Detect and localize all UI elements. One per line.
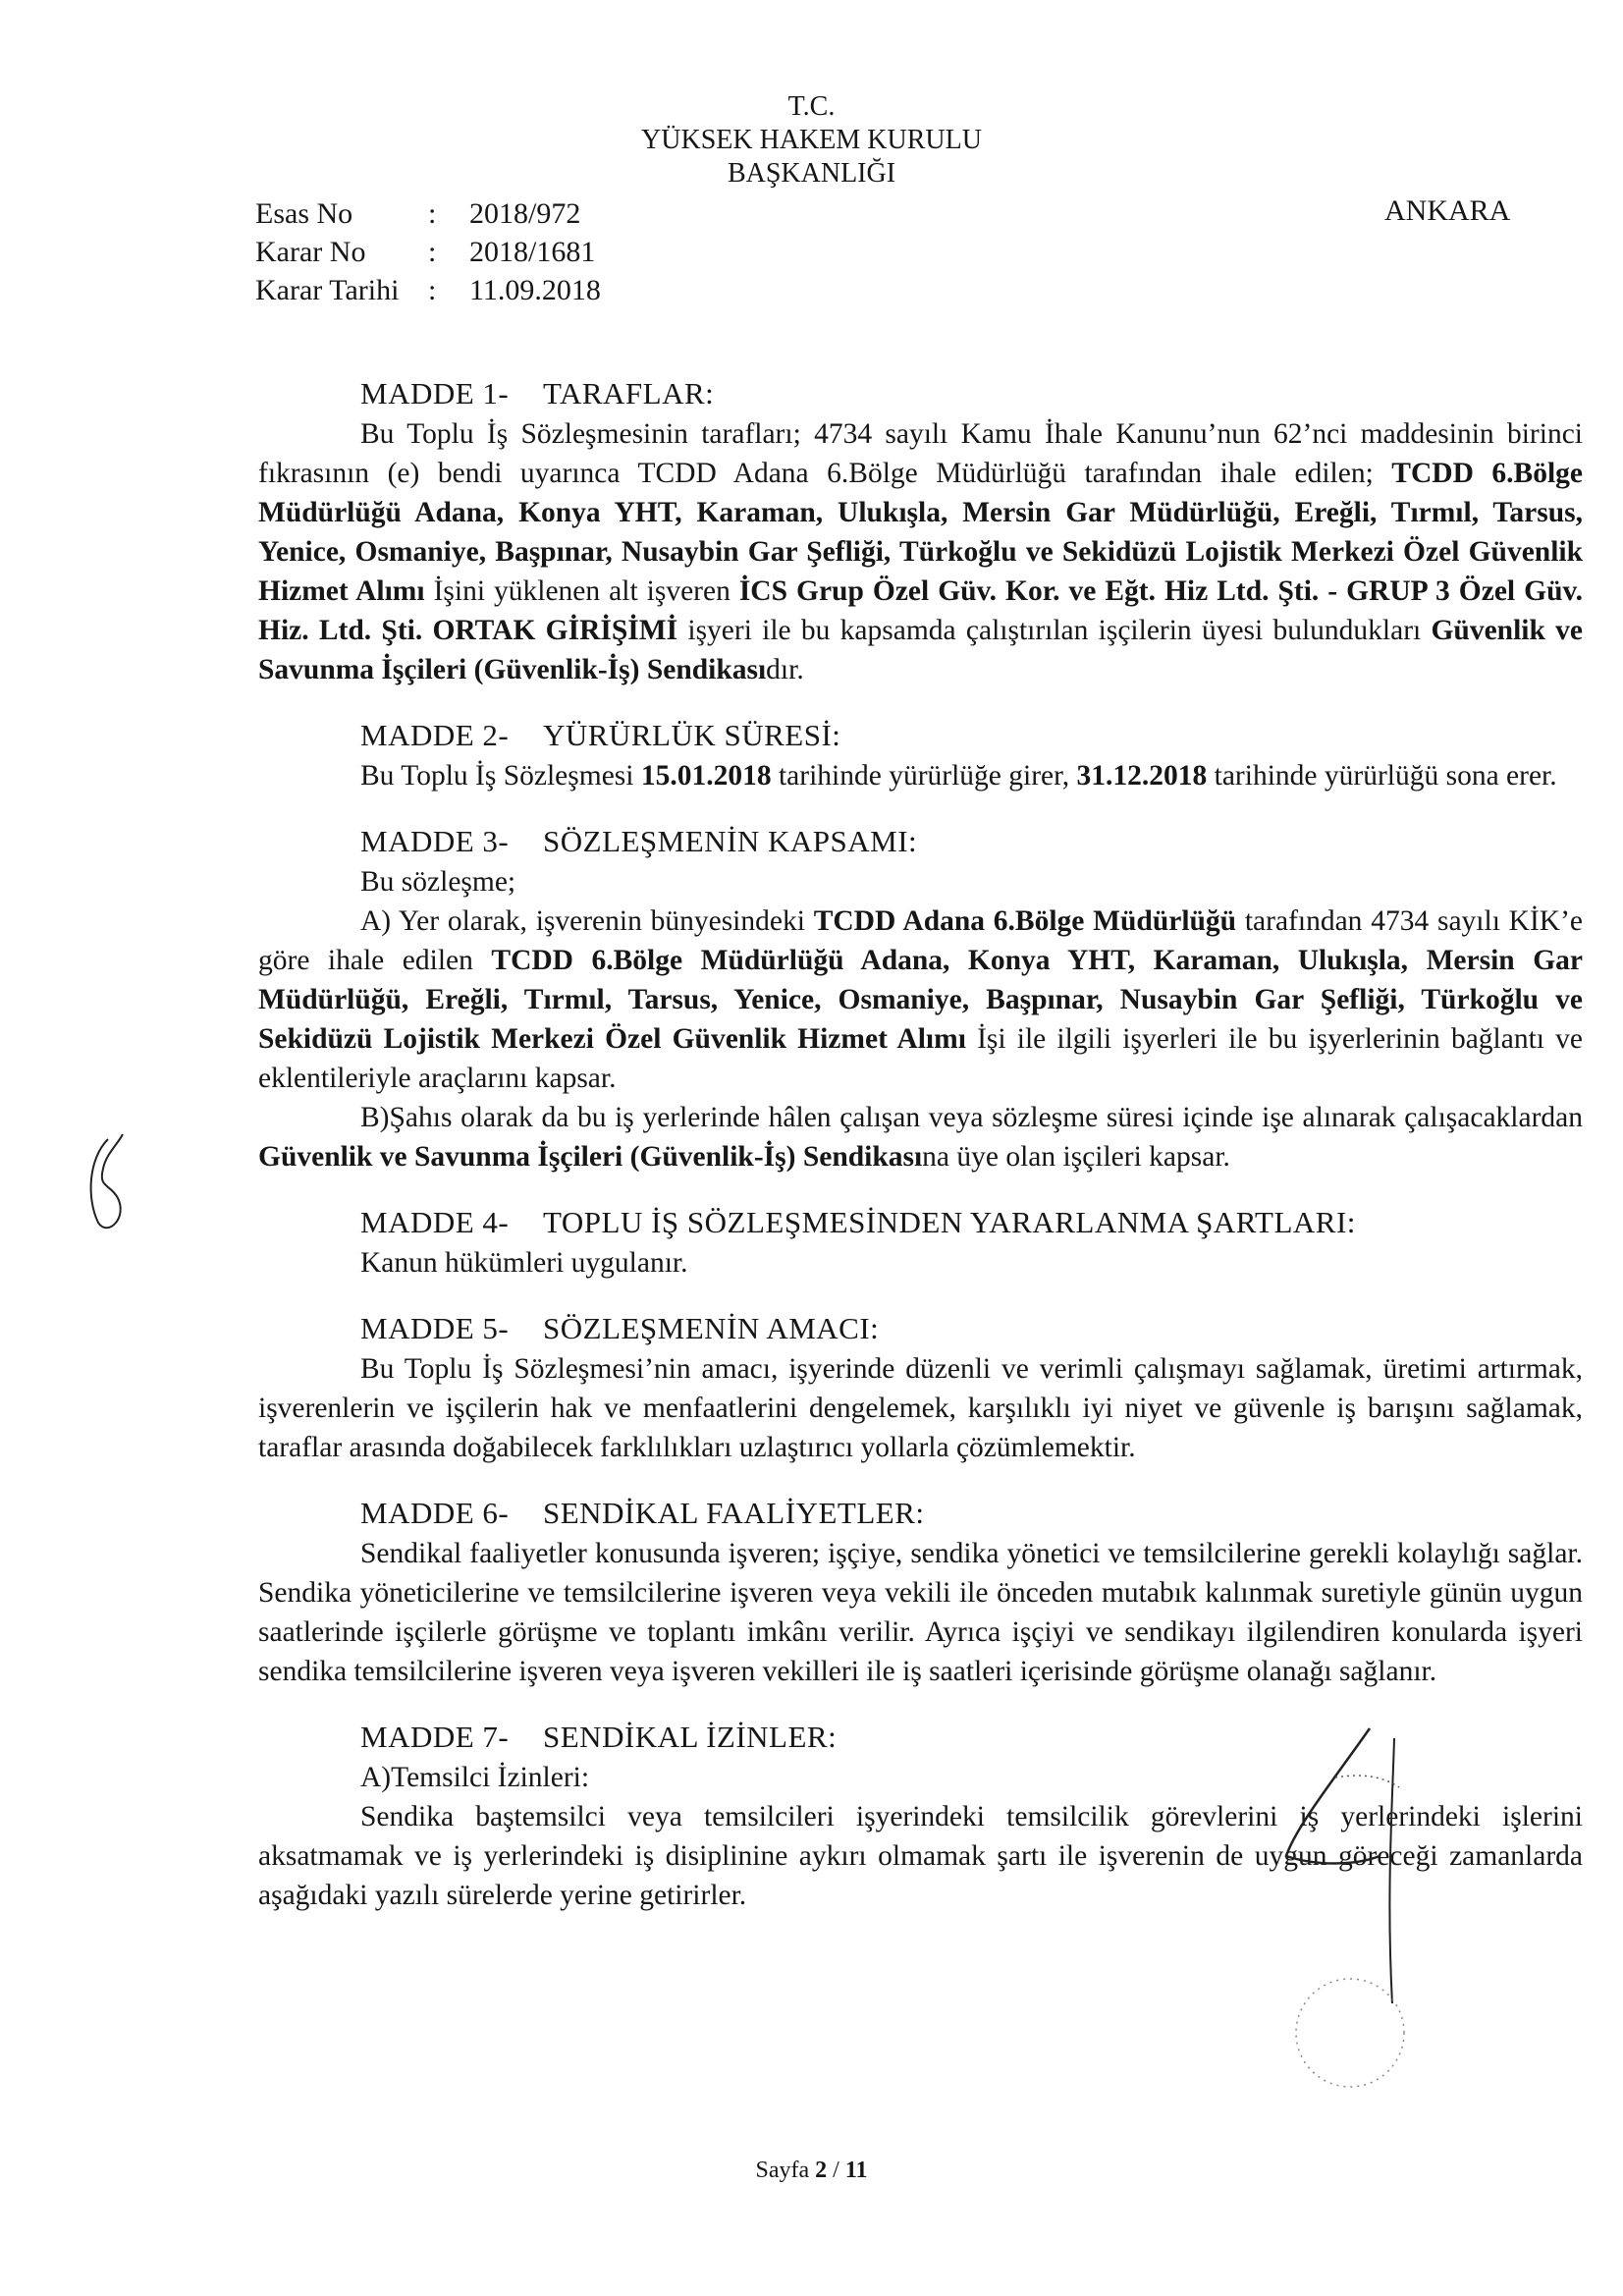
article-number: MADDE 3- [360, 824, 510, 858]
article-number: MADDE 6- [360, 1496, 510, 1530]
text-run: işyeri ile bu kapsamda çalıştırılan işçilerin üyesi bulundukları [677, 615, 1432, 646]
article-6 [258, 1493, 1583, 1691]
text-run: B)Şahıs olarak da bu iş yerlerinde hâlen çalışan veya sözleşme süresi içinde işe alınarak çalışacaklardan [360, 1102, 1583, 1133]
article-title: TOPLU İŞ SÖZLEŞMESİNDEN YARARLANMA ŞARTLARI: [543, 1205, 1356, 1239]
meta-row-karar [255, 233, 601, 271]
page-footer [0, 2158, 1623, 2184]
article-title: SENDİKAL FAALİYETLER: [543, 1496, 925, 1530]
article-title: YÜRÜRLÜK SÜRESİ: [543, 718, 841, 752]
article-heading [258, 1493, 1583, 1534]
article-number: MADDE 5- [360, 1311, 510, 1345]
page-sep: / [827, 2158, 845, 2183]
text-run: Bu Toplu İş Sözleşmesinin tarafları; 4734 sayılı Kamu İhale Kanunu’nun 62’nci maddesinin birinci fıkrasının (e) bendi uyarınca TCDD Adana 6.Bölge Müdürlüğü tarafından ihale edilen; [258, 418, 1583, 489]
article-number: MADDE 4- [360, 1205, 510, 1239]
header-tc: T.C. [787, 91, 836, 122]
article-4 [258, 1202, 1583, 1283]
page-label: Sayfa [755, 2158, 816, 2183]
article-title: TARAFLAR: [543, 376, 715, 410]
article-subheading: A)Temsilci İzinleri: [360, 1762, 590, 1793]
bold-run: TCDD 6.Bölge Müdürlüğü Adana, Konya YHT, Karaman, Ulukışla, Mersin Gar Müdürlüğü, Ereğli, Tırmıl, Tarsus, Yenice, Osmaniye, Başpınar, Nusaybin Gar Şefliği, Türkoğlu ve Sekidüzü Lojistik Merkezi Özel Güvenlik Hizmet Alımı [258, 945, 1584, 1055]
document-body [258, 373, 1583, 1941]
bold-run: TCDD 6.Bölge Müdürlüğü Adana, Konya YHT, Karaman, Ulukışla, Mersin Gar Müdürlüğü, Ereğli, Tırmıl, Tarsus, Yenice, Osmaniye, Başpınar, Nusaybin Gar Şefliği, Türkoğlu ve Sekidüzü Lojistik Merkezi Özel Güvenlik Hizmet Alımı [258, 458, 1583, 607]
text-run: tarihinde yürürlüğe girer, [771, 760, 1077, 792]
article-title: SÖZLEŞMENİN KAPSAMI: [543, 824, 918, 858]
meta-value: 2018/1681 [469, 236, 596, 268]
text-run: tarihinde yürürlüğü sona erer. [1207, 760, 1557, 792]
text-run: na üye olan işçileri kapsar. [922, 1141, 1230, 1173]
bold-run: TCDD Adana 6.Bölge Müdürlüğü [813, 905, 1237, 937]
article-paragraph-b [258, 1098, 1583, 1176]
meta-row-tarih [255, 271, 601, 309]
article-number: MADDE 2- [360, 718, 510, 752]
article-intro: Bu sözleşme; [360, 866, 516, 898]
meta-colon: : [428, 197, 437, 230]
header-city: ANKARA [1384, 194, 1511, 227]
text-run: A) Yer olarak, işverenin bünyesindeki [360, 905, 814, 937]
header-institution: YÜKSEK HAKEM KURULU [641, 125, 982, 155]
page-current: 2 [815, 2158, 828, 2183]
article-heading [258, 821, 1583, 862]
article-number: MADDE 7- [360, 1720, 510, 1754]
meta-label: Karar No [255, 236, 366, 268]
article-paragraph-a [258, 902, 1583, 1098]
meta-value: 11.09.2018 [469, 274, 601, 306]
header-presidency: BAŞKANLIĞI [727, 158, 896, 189]
article-paragraph: Kanun hükümleri uygulanır. [360, 1247, 688, 1279]
article-heading [258, 1308, 1583, 1349]
text-run: dır. [766, 654, 804, 685]
meta-label: Karar Tarihi [255, 274, 400, 306]
margin-initial-mark [79, 1129, 137, 1237]
article-paragraph [258, 756, 1583, 795]
article-heading [258, 373, 1583, 414]
bold-run: Güvenlik ve Savunma İşçileri (Güvenlik-İş) Sendikası [258, 615, 1583, 685]
stamp-trace [1267, 1964, 1434, 2102]
article-paragraph: Bu Toplu İş Sözleşmesi’nin amacı, işyerinde düzenli ve verimli çalışmayı sağlamak, üretimi artırmak, işverenlerin ve işçilerin hak ve menfaatlerini dengelemek, karşılıklı iyi niyet ve güvenle iş barışını sağlamak, taraflar arasında doğabilecek farklılıkları uzlaştırıcı yollarla çözümlemektir. [258, 1353, 1583, 1463]
article-1 [258, 373, 1583, 689]
bold-run: Güvenlik ve Savunma İşçileri (Güvenlik-İş) Sendikası [258, 1141, 923, 1173]
article-title: SÖZLEŞMENİN AMACI: [543, 1311, 880, 1345]
text-run: Bu Toplu İş Sözleşmesi [360, 760, 641, 792]
article-paragraph: Sendika baştemsilci veya temsilcileri işyerindeki temsilcilik görevlerini iş yerlerindeki işlerini aksatmamak ve iş yerlerindeki iş disiplinine aykırı olmamak şartı ile işverenin de uygun göreceği zamanlarda aşağıdaki yazılı sürelerde yerine getirirler. [258, 1801, 1583, 1911]
meta-colon: : [428, 236, 437, 268]
meta-colon: : [428, 274, 437, 306]
text-run: İşi ile ilgili işyerleri ile bu işyerlerinin bağlantı ve eklentileriyle araçlarını kapsar. [258, 1023, 1583, 1094]
article-5 [258, 1308, 1583, 1467]
article-heading [258, 715, 1583, 756]
meta-row-esas [255, 194, 601, 233]
text-run: İşini yüklenen alt işveren [424, 575, 739, 607]
article-heading [258, 1202, 1583, 1243]
bold-run: İCS Grup Özel Güv. Kor. ve Eğt. Hiz Ltd. Şti. - GRUP 3 Özel Güv. Hiz. Ltd. Şti. ORTAK GİRİŞİMİ [258, 575, 1583, 646]
article-2 [258, 715, 1583, 795]
text-run: tarafından 4734 sayılı KİK’e göre ihale edilen [258, 905, 1584, 976]
article-paragraph: Sendikal faaliyetler konusunda işveren; işçiye, sendika yönetici ve temsilcilerine gerekli kolaylığı sağlar. Sendika yöneticilerine ve temsilcilerine işveren veya vekili ile önceden mutabık kalınmak suretiyle günün uygun saatlerinde işçilerle görüşme ve toplantı imkânı verilir. Ayrıca işçiyi ve sendikayı ilgilendiren konularda işyeri sendika temsilcilerine işveren veya işveren vekilleri ile iş saatleri içerisinde görüşme olanağı sağlanır. [258, 1538, 1583, 1687]
bold-run: 15.01.2018 [640, 760, 772, 792]
article-number: MADDE 1- [360, 376, 510, 410]
meta-value: 2018/972 [469, 197, 581, 230]
meta-label: Esas No [255, 197, 353, 230]
bold-run: 31.12.2018 [1076, 760, 1208, 792]
page-total: 11 [844, 2158, 868, 2183]
case-meta [255, 194, 601, 309]
article-title: SENDİKAL İZİNLER: [543, 1720, 838, 1754]
article-3 [258, 821, 1583, 1176]
article-paragraph [258, 414, 1583, 689]
